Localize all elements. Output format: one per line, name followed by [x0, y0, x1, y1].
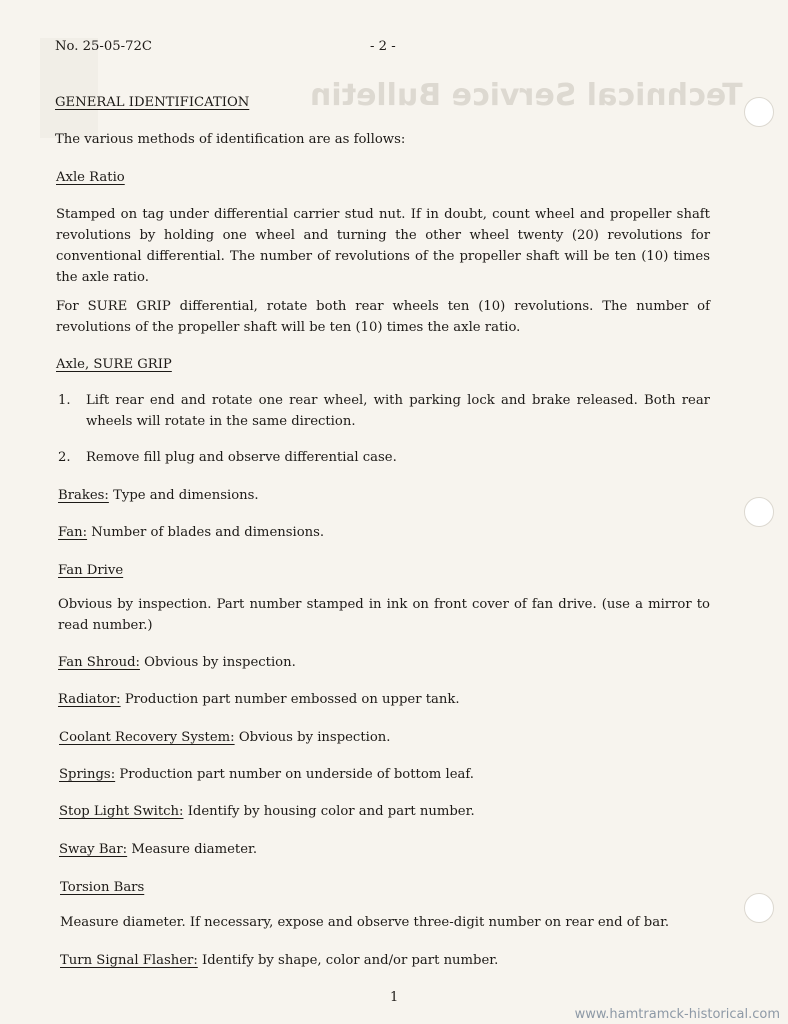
brakes-line	[58, 485, 259, 506]
stop-light-line	[59, 801, 475, 822]
axle-ratio-paragraph-1: Stamped on tag under differential carrier stud nut. If in doubt, count wheel and propeller shaft revolutions by holding one wheel and turning the other wheel twenty (20) revolutions for conventional differential. The number of revolutions of the propeller shaft will be ten (10) times the axle ratio.	[56, 207, 710, 285]
axle-ratio-heading: Axle Ratio	[56, 170, 125, 185]
radiator-label: Radiator:	[58, 692, 121, 707]
springs-label: Springs:	[59, 767, 116, 782]
sway-bar-text: Measure diameter.	[131, 842, 258, 857]
turn-signal-label: Turn Signal Flasher:	[60, 953, 198, 968]
page-number: - 2 -	[370, 39, 396, 54]
sway-bar-label: Sway Bar:	[59, 842, 128, 857]
torsion-bars-heading: Torsion Bars	[60, 880, 145, 895]
sway-bar-line	[59, 839, 257, 860]
fan-line	[58, 522, 324, 543]
coolant-line	[59, 727, 390, 748]
brakes-text: Type and dimensions.	[113, 488, 259, 503]
step-number: 1.	[58, 393, 71, 408]
intro-text: The various methods of identification are as follows:	[55, 132, 406, 147]
fan-shroud-line	[58, 652, 296, 673]
sure-grip-step-2	[58, 447, 710, 468]
fan-shroud-label: Fan Shroud:	[58, 655, 140, 670]
coolant-label: Coolant Recovery System:	[59, 730, 235, 745]
fan-drive-heading: Fan Drive	[58, 563, 124, 578]
binder-hole-top	[744, 97, 774, 127]
step-number: 2.	[58, 450, 71, 465]
document-number: No. 25-05-72C	[55, 39, 152, 54]
turn-signal-line	[60, 950, 498, 971]
fan-label: Fan:	[58, 525, 88, 540]
bleed-through-title: Technical Service Bulletin	[310, 78, 743, 113]
axle-ratio-paragraph-2: For SURE GRIP differential, rotate both rear wheels ten (10) revolutions. The number of revolutions of the propeller shaft will be ten (10) times the axle ratio.	[56, 299, 710, 335]
brakes-label: Brakes:	[58, 488, 109, 503]
step-text: Remove fill plug and observe differential case.	[86, 450, 397, 465]
fan-drive-text: Obvious by inspection. Part number stamped in ink on front cover of fan drive. (use a mirror to read number.)	[58, 597, 710, 633]
springs-text: Production part number on underside of bottom leaf.	[119, 767, 474, 782]
fan-shroud-text: Obvious by inspection.	[144, 655, 296, 670]
radiator-line	[58, 689, 460, 710]
binder-hole-bottom	[744, 893, 774, 923]
stop-light-label: Stop Light Switch:	[59, 804, 184, 819]
springs-line	[59, 764, 474, 785]
website-watermark: www.hamtramck-historical.com	[574, 1007, 780, 1022]
fan-text: Number of blades and dimensions.	[91, 525, 325, 540]
binder-hole-middle	[744, 497, 774, 527]
stop-light-text: Identify by housing color and part number.	[187, 804, 475, 819]
step-text: Lift rear end and rotate one rear wheel, with parking lock and brake released. Both rear wheels will rotate in the same direction.	[86, 393, 710, 429]
turn-signal-text: Identify by shape, color and/or part number.	[201, 953, 499, 968]
sure-grip-step-1	[58, 390, 710, 432]
axle-sure-grip-heading: Axle, SURE GRIP	[56, 357, 172, 372]
radiator-text: Production part number embossed on upper tank.	[124, 692, 460, 707]
coolant-text: Obvious by inspection.	[238, 730, 391, 745]
section-title: GENERAL IDENTIFICATION	[55, 95, 250, 110]
torsion-bars-text: Measure diameter. If necessary, expose and observe three-digit number on rear end of bar.	[60, 915, 670, 930]
footer-mark: 1	[390, 990, 399, 1005]
